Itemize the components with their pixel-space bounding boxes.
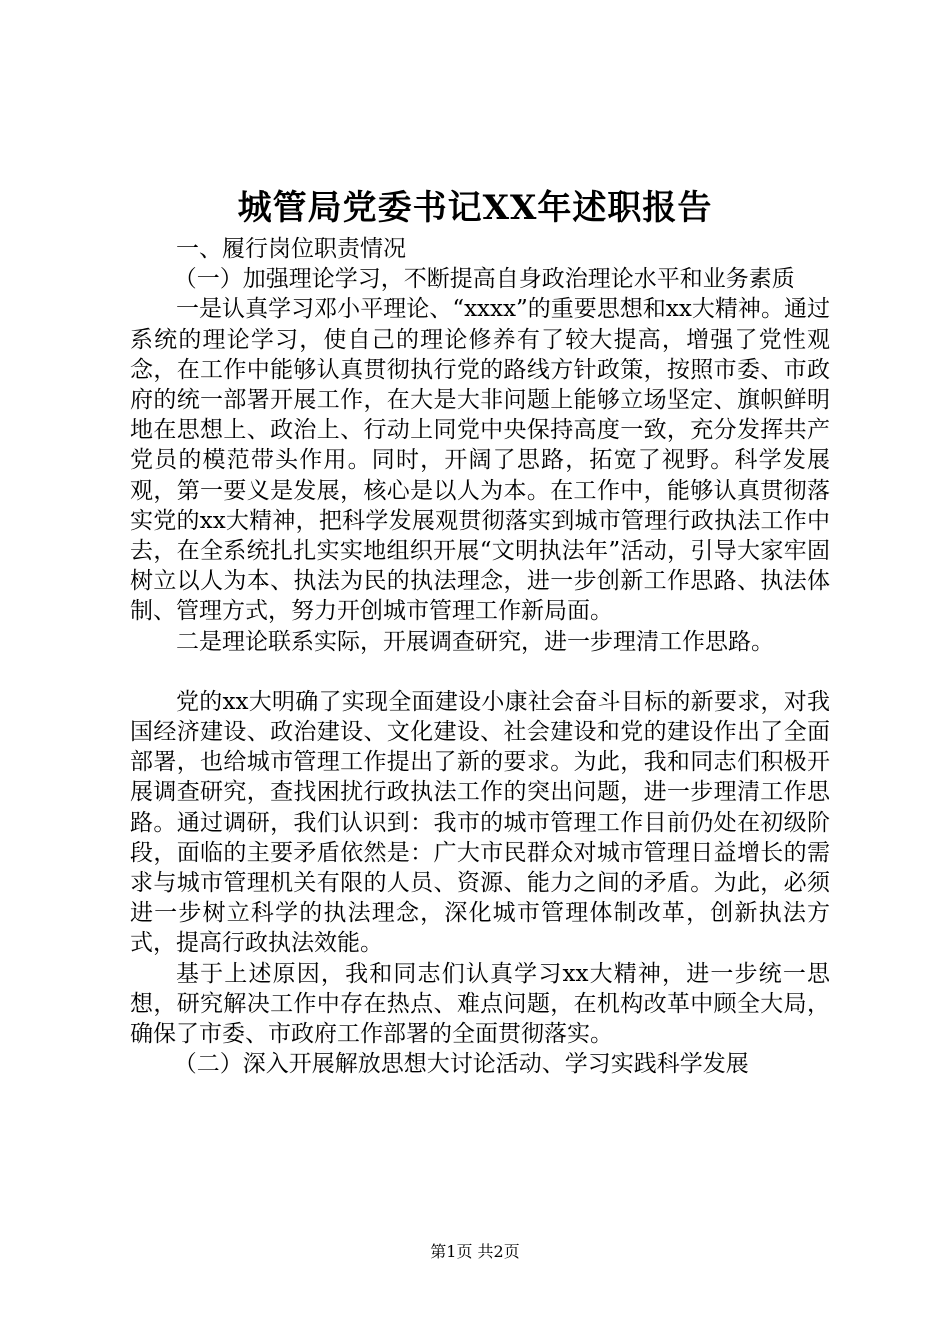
document-title: 城管局党委书记XX年述职报告 <box>237 188 713 228</box>
body-paragraph: 基于上述原因，我和同志们认真学习xx大精神，进一步统一思想，研究解决工作中存在热点、难点问题，在机构改革中顾全大局，确保了市委、市政府工作部署的全面贯彻落实。 <box>130 960 830 1048</box>
section-heading: 一、履行岗位职责情况 <box>176 236 406 262</box>
subsection-heading: （一）加强理论学习，不断提高自身政治理论水平和业务素质 <box>173 266 795 293</box>
page-number: 第1页 共2页 <box>430 1242 520 1261</box>
body-paragraph: 一是认真学习邓小平理论、“xxxx”的重要思想和xx大精神。通过系统的理论学习，使自己的理论修养有了较大提高，增强了党性观念，在工作中能够认真贯彻执行党的路线方针政策，按照市委、市政府的统一部署开展工作，在大是大非问题上能够立场坚定、旗帜鲜明地在思想上、政治上、行动上同党中央保持高度一致，充分发挥共产党员的模范带头作用。同时，开阔了思路，拓宽了视野。科学发展观，第一要义是发展，核心是以人为本。在工作中，能够认真贯彻落实党的xx大精神，把科学发展观贯彻落实到城市管理行政执法工作中去，在全系统扎扎实实地组织开展“文明执法年”活动，引导大家牢固树立以人为本、执法为民的执法理念，进一步创新工作思路、执法体制、管理方式，努力开创城市管理工作新局面。 <box>130 296 830 625</box>
document-body <box>130 234 830 1079</box>
body-paragraph: 二是理论联系实际，开展调查研究，进一步理清工作思路。 <box>176 628 774 655</box>
body-paragraph: 党的xx大明确了实现全面建设小康社会奋斗目标的新要求，对我国经济建设、政治建设、文化建设、社会建设和党的建设作出了全面部署，也给城市管理工作提出了新的要求。为此，我和同志们积极开展调查研究，查找困扰行政执法工作的突出问题，进一步理清工作思路。通过调研，我们认识到：我市的城市管理工作目前仍处在初级阶段，面临的主要矛盾依然是：广大市民群众对城市管理日益增长的需求与城市管理机关有限的人员、资源、能力之间的矛盾。为此，必须进一步树立科学的执法理念，深化城市管理体制改革，创新执法方式，提高行政执法效能。 <box>130 688 830 957</box>
subsection-heading: （二）深入开展解放思想大讨论活动、学习实践科学发展 <box>173 1051 749 1078</box>
